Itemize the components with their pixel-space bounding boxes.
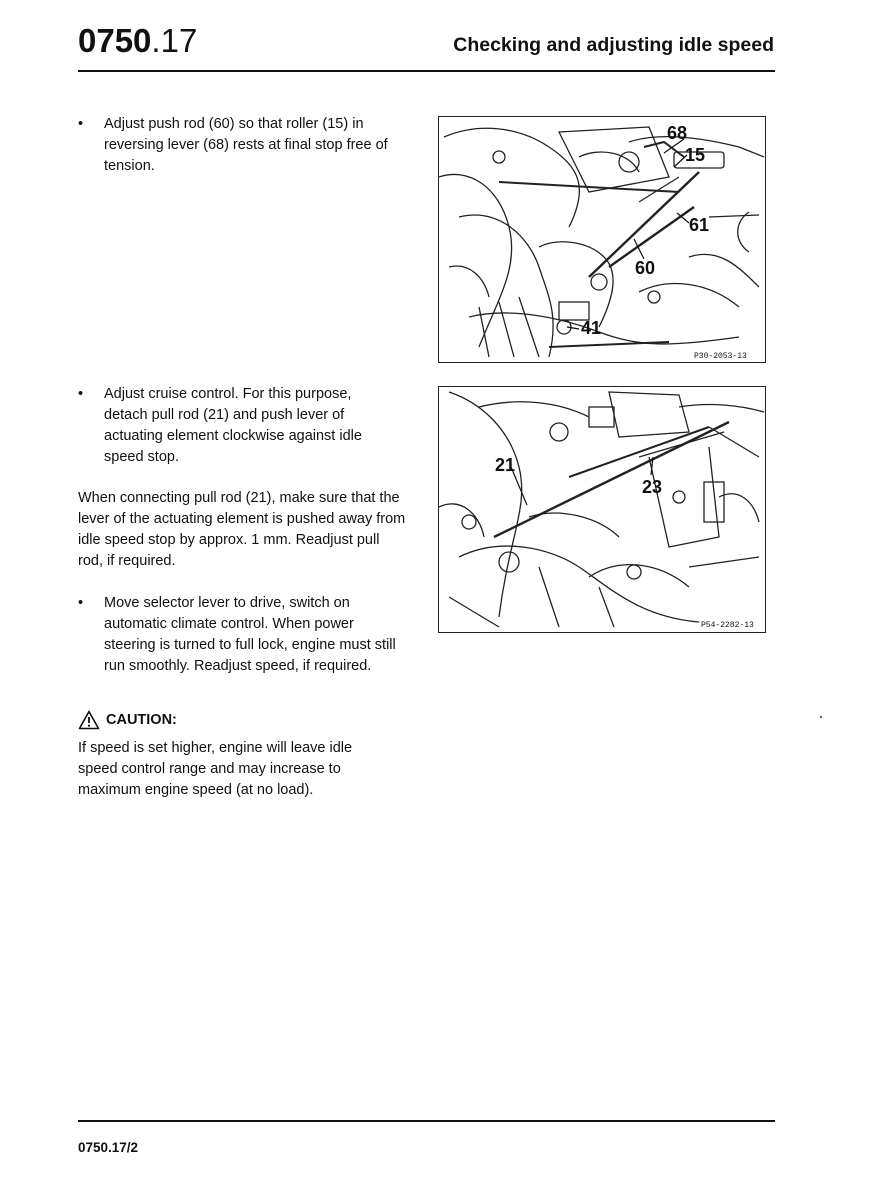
footer-page-code: 0750.17/2 (78, 1140, 139, 1155)
caution-text: If speed is set higher, engine will leave idle speed control range and may increase to maximum engine speed (at no load). (78, 740, 353, 798)
bullet-dot: • (78, 386, 84, 402)
step-3 (78, 593, 398, 677)
header-divider (78, 70, 775, 72)
caution-heading (78, 710, 177, 730)
section-code (78, 22, 197, 60)
figure-2-label-23: 23 (642, 477, 663, 497)
figure-1-code: P30-2053-13 (694, 352, 747, 361)
step-2 (78, 384, 398, 468)
step-3-text: Move selector lever to drive, switch on automatic climate control. When power steering is turned to full lock, engine must still run smoothly. Readjust speed, if required. (104, 595, 396, 674)
figure-1-illustration (439, 117, 765, 362)
figure-1-label-68: 68 (667, 123, 688, 143)
figure-2-illustration (439, 387, 765, 632)
connection-note: When connecting pull rod (21), make sure that the lever of the actuating element is pushed away from idle speed stop by approx. 1 mm. Readjust pull rod, if required. (78, 490, 406, 569)
page-title: Checking and adjusting idle speed (453, 34, 774, 56)
step-2-text: Adjust cruise control. For this purpose, detach pull rod (21) and push lever of actuating element clockwise against idle speed stop. (104, 386, 362, 465)
section-code-sub: .17 (151, 22, 198, 59)
caution-label: CAUTION: (106, 712, 177, 728)
bullet-item (78, 114, 408, 177)
warning-triangle-icon (78, 710, 100, 730)
figure-2-cruise-control (438, 386, 766, 633)
step-1-text: Adjust push rod (60) so that roller (15) in reversing lever (68) rests at final stop free of tension. (104, 116, 388, 174)
figure-1-label-61: 61 (689, 215, 710, 235)
figure-2-label-21: 21 (495, 455, 516, 475)
bullet-dot: • (78, 595, 84, 611)
step-1 (78, 114, 408, 177)
figure-1-label-15: 15 (685, 145, 706, 165)
bullet-item (78, 593, 398, 677)
figure-1-label-60: 60 (635, 258, 656, 278)
scan-speck (820, 716, 822, 718)
bullet-item (78, 384, 398, 468)
figure-1-label-41: 41 (581, 318, 602, 338)
figure-1-engine-linkage (438, 116, 766, 363)
bullet-dot: • (78, 116, 84, 132)
figure-2-code: P54-2282-13 (701, 621, 754, 630)
section-code-main: 0750 (78, 22, 152, 59)
footer-divider (78, 1120, 775, 1122)
